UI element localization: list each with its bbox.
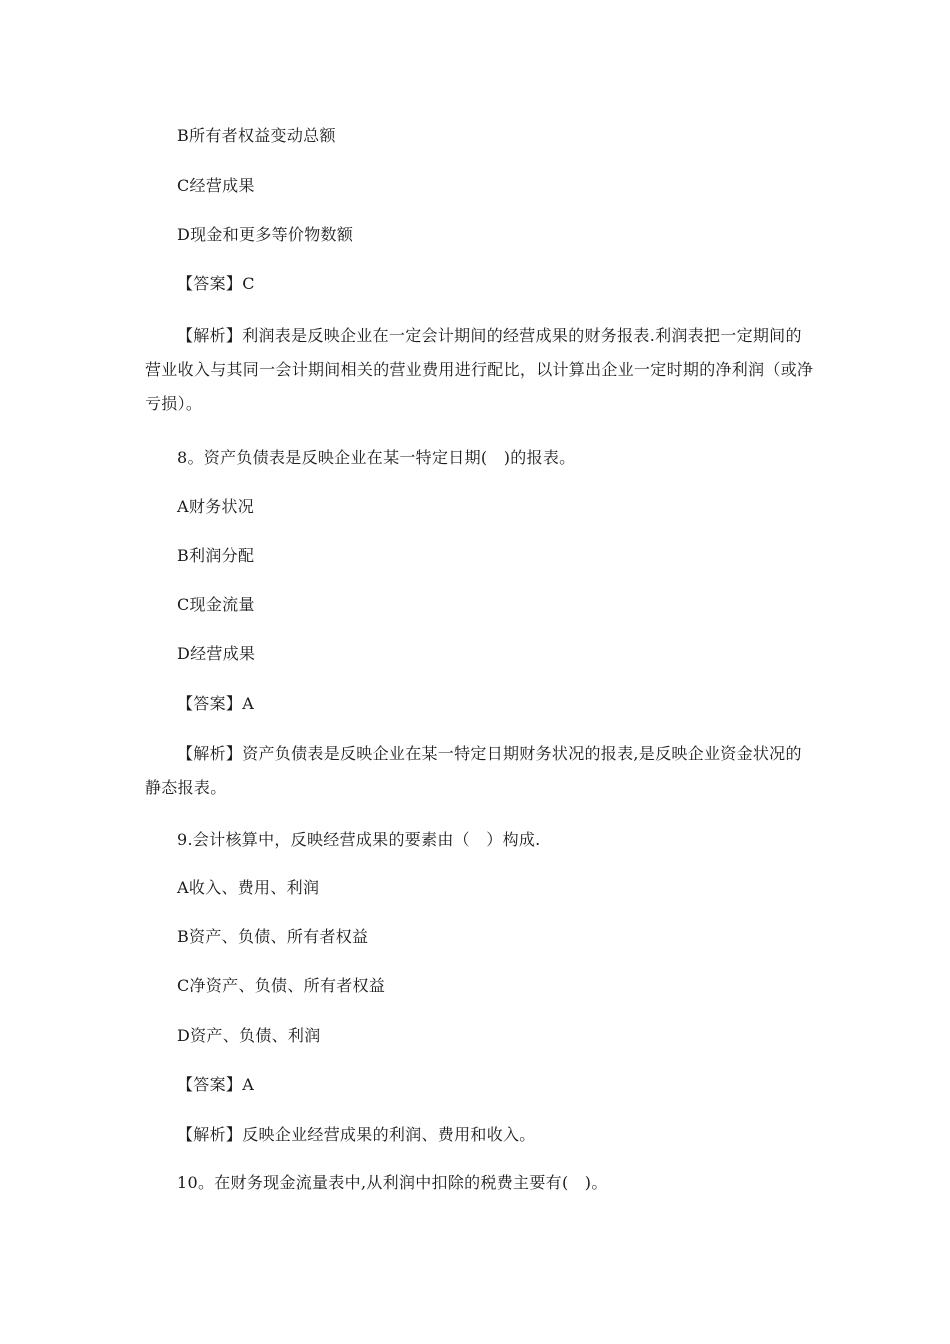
question-8: 8。资产负债表是反映企业在某一特定日期( )的报表。 bbox=[177, 448, 576, 467]
explanation-q9: 【解析】反映企业经营成果的利润、费用和收入。 bbox=[177, 1125, 536, 1144]
option-d-q8: D经营成果 bbox=[177, 644, 256, 663]
option-d-q7: D现金和更多等价物数额 bbox=[177, 225, 354, 244]
answer-q9: 【答案】A bbox=[177, 1075, 255, 1094]
option-b-q8: B利润分配 bbox=[177, 546, 255, 565]
answer-q8: 【答案】A bbox=[177, 694, 255, 713]
question-10: 10。在财务现金流量表中,从利润中扣除的税费主要有( )。 bbox=[177, 1173, 608, 1192]
question-9: 9.会计核算中，反映经营成果的要素由（ ）构成. bbox=[177, 830, 541, 849]
answer-q7: 【答案】C bbox=[177, 274, 255, 293]
option-a-q8: A财务状况 bbox=[177, 497, 255, 516]
option-a-q9: A收入、费用、利润 bbox=[177, 878, 320, 897]
option-c-q9: C净资产、负债、所有者权益 bbox=[177, 976, 386, 995]
option-c-q8: C现金流量 bbox=[177, 595, 255, 614]
explanation-q8: 【解析】资产负债表是反映企业在某一特定日期财务状况的报表,是反映企业资金状况的静态报表。 bbox=[145, 744, 802, 797]
option-c-q7: C经营成果 bbox=[177, 176, 255, 195]
option-b-q9: B资产、负债、所有者权益 bbox=[177, 927, 369, 946]
explanation-q7: 【解析】利润表是反映企业在一定会计期间的经营成果的财务报表.利润表把一定期间的营业收入与其同一会计期间相关的营业费用进行配比，以计算出企业一定时期的净利润（或净亏损）。 bbox=[145, 326, 814, 413]
option-b-q7: B所有者权益变动总额 bbox=[177, 126, 336, 145]
option-d-q9: D资产、负债、利润 bbox=[177, 1026, 321, 1045]
